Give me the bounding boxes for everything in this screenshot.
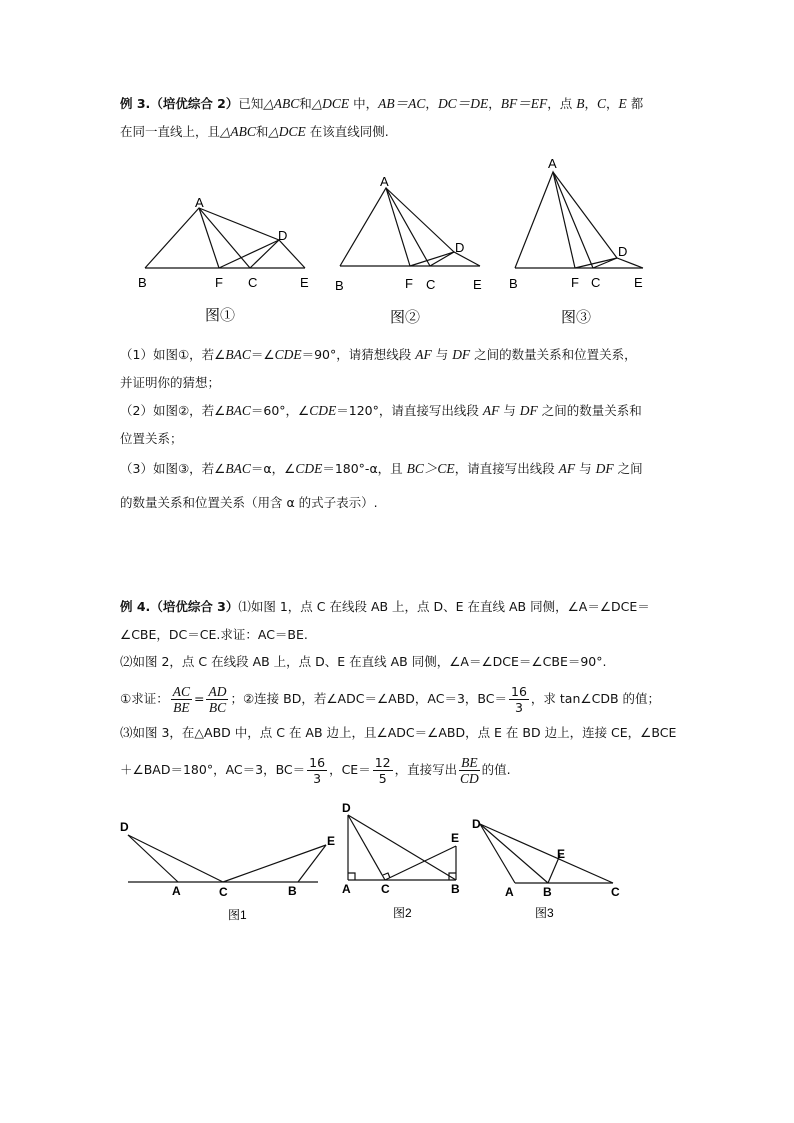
text: ＝60°，∠ — [250, 403, 310, 418]
text: 中， — [349, 96, 379, 111]
label-E: E — [473, 277, 482, 292]
ex3-q2-line2: 位置关系； — [120, 431, 183, 446]
math: AF — [415, 347, 432, 362]
ex4-label: 例 4. — [120, 599, 151, 614]
label-A: A — [505, 885, 514, 899]
text: 都 — [626, 96, 644, 111]
label-B: B — [509, 276, 518, 291]
numerator: AC — [172, 684, 190, 699]
ex3-q3-line2: 的数量关系和位置关系（用含 α 的式子表示）. — [120, 495, 378, 510]
ex4-tag: （培优综合 3） — [150, 599, 239, 614]
fraction-be-cd — [459, 755, 480, 786]
text: 的值. — [481, 762, 511, 777]
label-C: C — [611, 885, 620, 899]
text: 与 — [431, 347, 453, 362]
math: DF — [452, 347, 471, 362]
text: ；②连接 BD，若∠ADC＝∠ABD，AC＝3，BC＝ — [230, 691, 508, 706]
text: ＝180°-α，且 — [322, 461, 407, 476]
denominator: BE — [173, 700, 190, 715]
label-E: E — [634, 275, 643, 290]
fraction-16-3 — [307, 755, 327, 786]
text: ， — [488, 96, 501, 111]
label-B: B — [543, 885, 552, 899]
ex4-line2: ∠CBE，DC＝CE.求证：AC＝BE. — [120, 627, 308, 642]
text: （1）如图①，若∠ — [120, 347, 226, 362]
denominator: CD — [460, 771, 479, 786]
text: 之间的数量关系和位置关系， — [470, 347, 637, 362]
numerator: BE — [461, 755, 478, 770]
math: △ABC — [220, 124, 256, 139]
math: △DCE — [311, 96, 350, 111]
text: 与 — [499, 403, 520, 418]
caption: 图1 — [228, 908, 247, 922]
math: BAC — [225, 347, 251, 362]
label-B: B — [451, 882, 460, 896]
figure-ex4-1 — [118, 815, 343, 925]
math: △ABC — [263, 96, 300, 111]
text: ，点 — [547, 96, 577, 111]
text: = — [193, 691, 205, 706]
ex4-line3: ⑵如图 2，点 C 在线段 AB 上，点 D、E 在直线 AB 同侧，∠A＝∠DCE＝∠CBE＝90°. — [120, 654, 607, 669]
label-D: D — [120, 820, 129, 834]
math: DF — [519, 403, 538, 418]
figure-ex4-2 — [338, 800, 468, 925]
label-C: C — [426, 277, 436, 292]
label-C: C — [219, 885, 228, 899]
denominator: 3 — [514, 700, 523, 715]
math: B — [576, 96, 585, 111]
label-A: A — [172, 884, 181, 898]
text: ＝α，∠ — [250, 461, 296, 476]
text: ， — [584, 96, 597, 111]
math: AB＝AC — [378, 96, 426, 111]
denominator: BC — [208, 700, 227, 715]
fraction-12-5 — [373, 755, 393, 786]
text: ，直接写出 — [394, 762, 458, 777]
ex4-line1 — [120, 598, 650, 616]
text: ＝∠ — [250, 347, 275, 362]
text: ＝120°，请直接写出线段 — [336, 403, 483, 418]
label-C: C — [381, 882, 390, 896]
figure-ex4-3 — [465, 810, 630, 925]
label-D: D — [618, 244, 628, 259]
figure-3 — [505, 150, 655, 330]
label-E: E — [327, 834, 336, 848]
ex4-line6 — [120, 752, 511, 788]
numerator: AD — [208, 684, 227, 699]
fraction-16-3 — [509, 684, 529, 715]
text: 在同一直线上，且 — [120, 124, 221, 139]
math: CDE — [295, 461, 323, 476]
ex3-q1-line2: 并证明你的猜想； — [120, 375, 221, 390]
label-F: F — [571, 275, 579, 290]
math: DF — [595, 461, 614, 476]
math: AF — [558, 461, 576, 476]
caption: 图③ — [561, 309, 592, 326]
figure-2 — [330, 170, 500, 330]
figure-1 — [135, 190, 315, 330]
label-F: F — [405, 276, 413, 291]
text: 在该直线同侧. — [305, 124, 389, 139]
math: AF — [482, 403, 500, 418]
ex4-line5: ⑶如图 3，在△ABD 中，点 C 在 AB 边上，且∠ADC＝∠ABD，点 E 在 BD 边上，连接 CE，∠BCE — [120, 725, 677, 740]
fraction-ac-be — [171, 684, 192, 715]
text: ，请直接写出线段 — [454, 461, 559, 476]
label-B: B — [335, 278, 344, 293]
math: DC＝DE — [437, 96, 489, 111]
caption: 图3 — [535, 906, 554, 920]
label-A: A — [342, 882, 351, 896]
text: ， — [605, 96, 619, 111]
text: ＋∠BAD＝180°，AC＝3，BC＝ — [120, 762, 306, 777]
label-F: F — [215, 275, 223, 290]
label-E: E — [557, 847, 566, 861]
denominator: 5 — [378, 771, 387, 786]
caption: 图① — [205, 307, 236, 324]
ex3-q2 — [120, 402, 642, 420]
text: ⑴如图 1，点 C 在线段 AB 上，点 D、E 在直线 AB 同侧，∠A＝∠DCE＝ — [238, 599, 650, 614]
label-A: A — [380, 174, 389, 189]
numerator: 12 — [374, 755, 391, 770]
ex4-line4 — [120, 681, 660, 717]
text: 之间的数量关系和 — [537, 403, 642, 418]
label-B: B — [138, 275, 147, 290]
label-D: D — [455, 240, 465, 255]
label-D: D — [278, 228, 288, 243]
label-A: A — [548, 156, 557, 171]
ex3-tag: （培优综合 2） — [150, 96, 239, 111]
caption: 图2 — [393, 906, 412, 920]
math: BAC — [225, 461, 251, 476]
ex3-q1 — [120, 346, 637, 364]
label-C: C — [591, 275, 601, 290]
denominator: 3 — [313, 771, 322, 786]
numerator: 16 — [511, 684, 527, 699]
text: ，求 tan∠CDB 的值； — [530, 691, 660, 706]
math: CDE — [274, 347, 302, 362]
text: ＝90°，请猜想线段 — [301, 347, 416, 362]
label-D: D — [472, 817, 481, 831]
caption: 图② — [390, 309, 421, 326]
text: （3）如图③，若∠ — [120, 461, 226, 476]
label-C: C — [248, 275, 258, 290]
text: ①求证： — [120, 691, 169, 706]
text: 和 — [255, 124, 269, 139]
label-E: E — [300, 275, 309, 290]
ex3-line2 — [120, 123, 389, 141]
numerator: 16 — [309, 755, 326, 770]
math: E — [618, 96, 627, 111]
math: △DCE — [268, 124, 306, 139]
ex3-line1 — [120, 95, 643, 113]
label-B: B — [288, 884, 297, 898]
text: ， — [425, 96, 438, 111]
text: ，CE＝ — [329, 762, 371, 777]
text: 和 — [299, 96, 312, 111]
label-A: A — [195, 195, 204, 210]
math: BF＝EF — [500, 96, 548, 111]
math: BC＞CE — [406, 461, 455, 476]
ex3-q3 — [120, 460, 643, 478]
label-E: E — [451, 831, 460, 845]
math: CDE — [309, 403, 337, 418]
text: （2）如图②，若∠ — [120, 403, 226, 418]
math: C — [596, 96, 606, 111]
text: 之间 — [613, 461, 643, 476]
ex3-label: 例 3. — [120, 96, 151, 111]
math: BAC — [225, 403, 251, 418]
label-D: D — [342, 801, 351, 815]
fraction-ad-bc — [206, 684, 228, 715]
text: 与 — [575, 461, 596, 476]
text: 已知 — [238, 96, 264, 111]
